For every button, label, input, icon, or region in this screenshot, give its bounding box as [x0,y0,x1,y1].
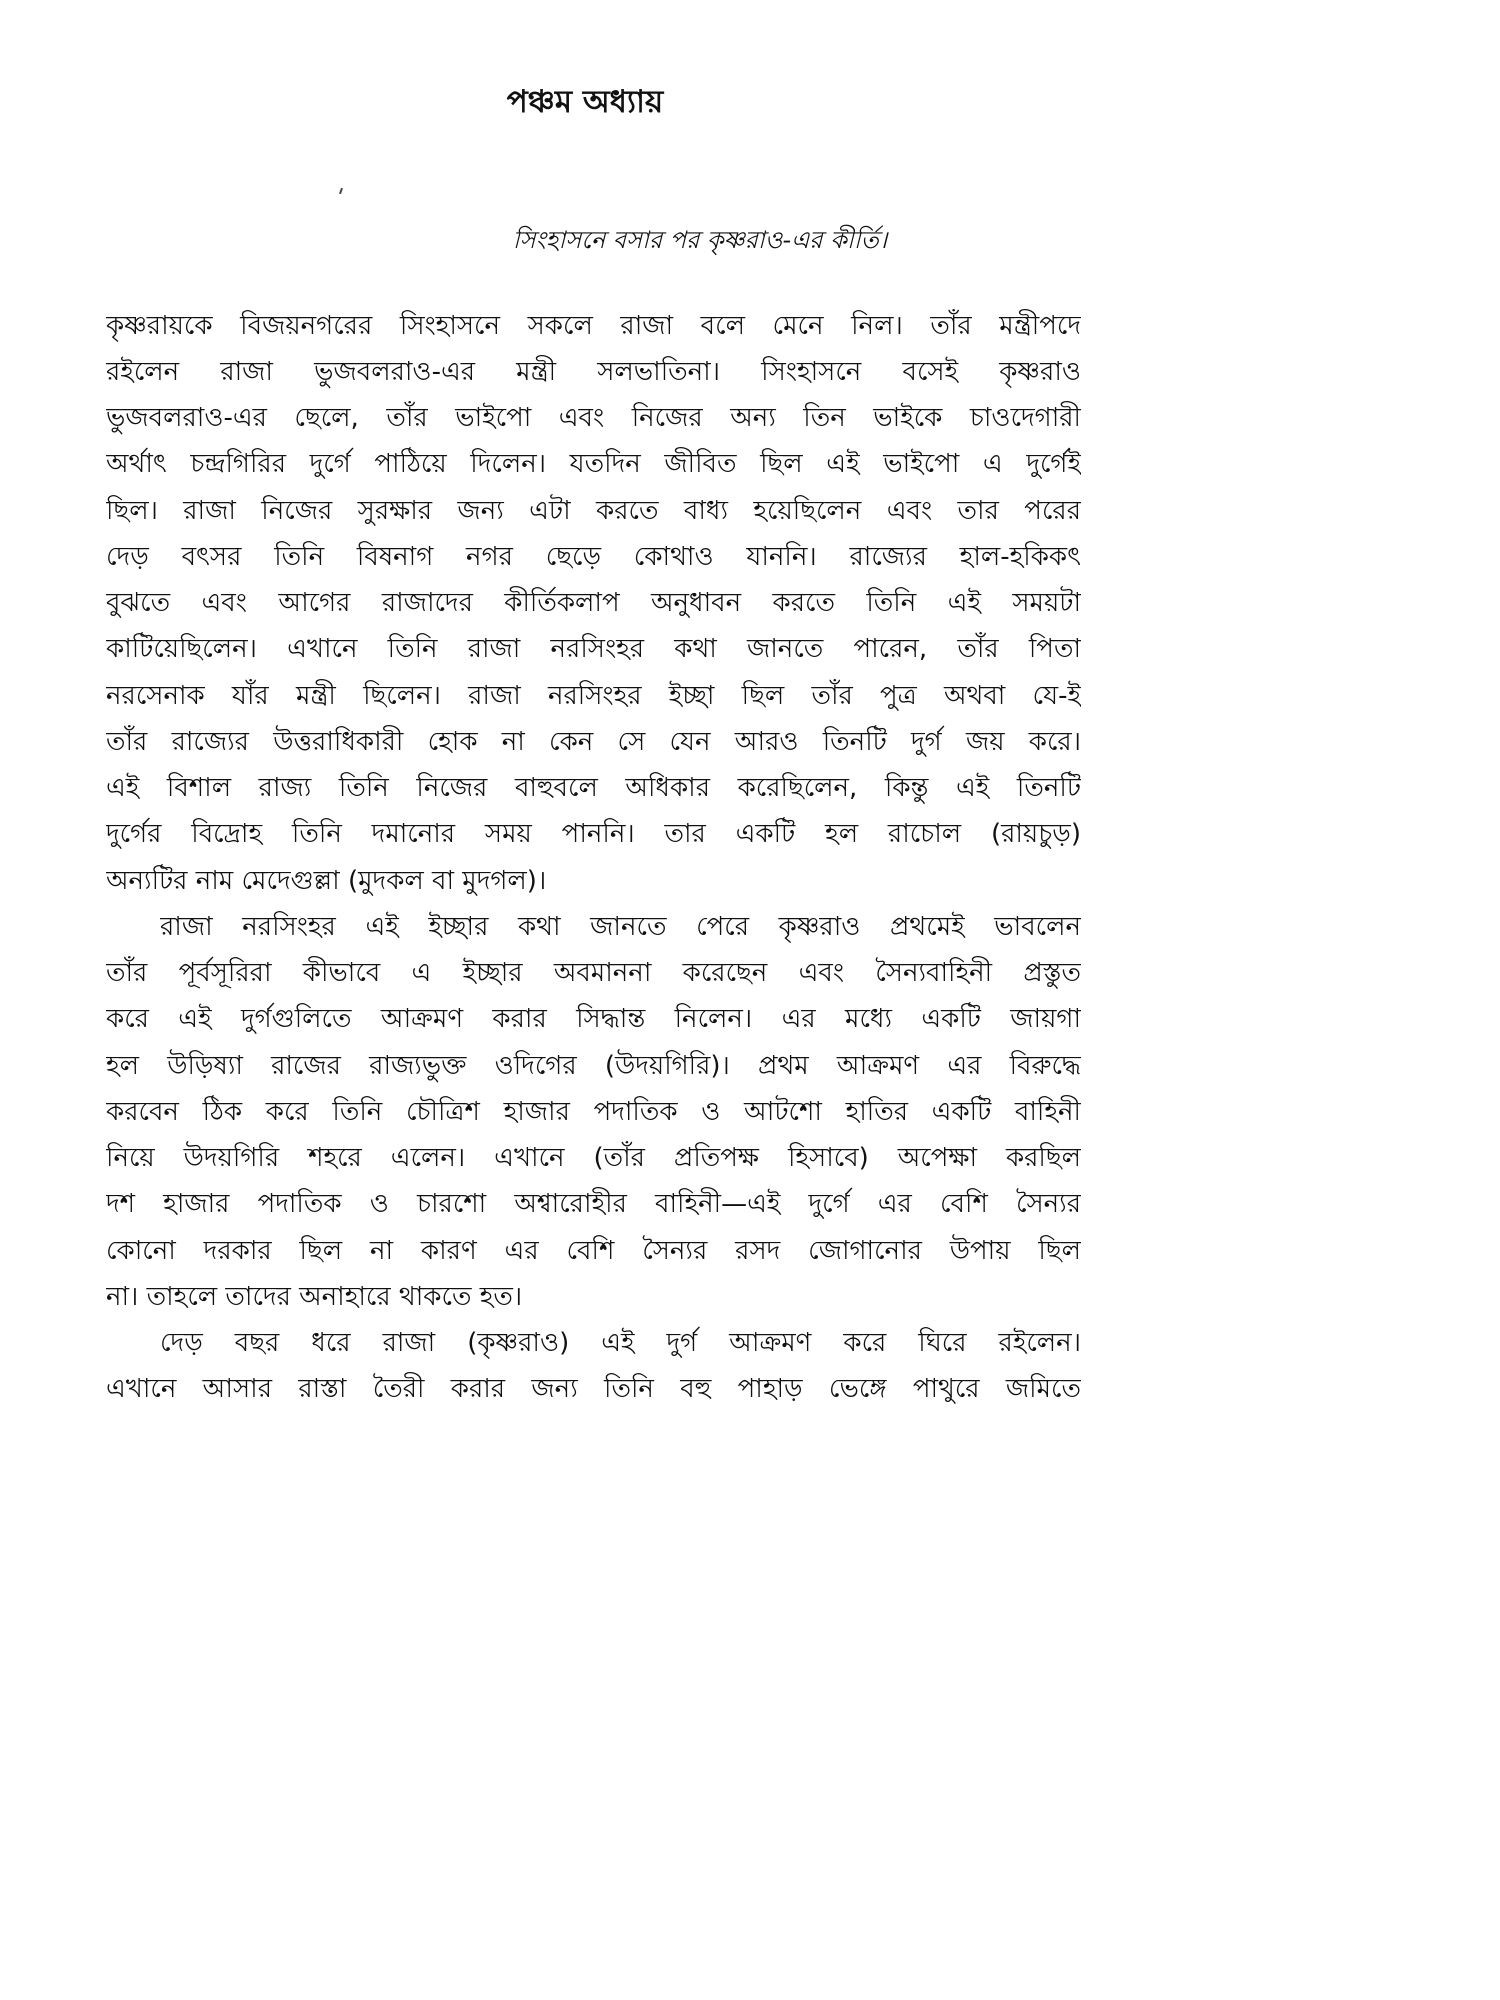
body-line: এই বিশাল রাজ্য তিনি নিজের বাহুবলে অধিকার করেছিলেন, কিন্তু এই তিনটি [106,773,1081,803]
body-line: এখানে আসার রাস্তা তৈরী করার জন্য তিনি বহু পাহাড় ভেঙ্গে পাথুরে জমিতে [106,1374,1081,1404]
body-line: দশ হাজার পদাতিক ও চারশো অশ্বারোহীর বাহিনী—এই দুর্গে এর বেশি সৈন্যর [106,1189,1081,1219]
body-line: নিয়ে উদয়গিরি শহরে এলেন। এখানে (তাঁর প্রতিপক্ষ হিসাবে) অপেক্ষা করছিল [106,1143,1081,1173]
body-line-paragraph-start: দেড় বছর ধরে রাজা (কৃষ্ণরাও) এই দুর্গ আক্রমণ করে ঘিরে রইলেন। [160,1328,1081,1358]
body-line: কৃষ্ণরায়কে বিজয়নগরের সিংহাসনে সকলে রাজা বলে মেনে নিল। তাঁর মন্ত্রীপদে [106,311,1081,341]
body-line: ভুজবলরাও-এর ছেলে, তাঁর ভাইপো এবং নিজের অন্য তিন ভাইকে চাওদেগারী [106,403,1081,433]
body-line: অর্থাৎ চন্দ্রগিরির দুর্গে পাঠিয়ে দিলেন। যতদিন জীবিত ছিল এই ভাইপো এ দুর্গেই [106,449,1081,479]
body-line: ছিল। রাজা নিজের সুরক্ষার জন্য এটা করতে বাধ্য হয়েছিলেন এবং তার পরের [106,496,1081,526]
body-line: দুর্গের বিদ্রোহ তিনি দমানোর সময় পাননি। তার একটি হল রাচোল (রায়চুড়) [106,819,1081,849]
body-line: করবেন ঠিক করে তিনি চৌত্রিশ হাজার পদাতিক ও আটশো হাতির একটি বাহিনী [106,1097,1081,1127]
body-line: হল উড়িষ্যা রাজের রাজ্যভুক্ত ওদিগের (উদয়গিরি)। প্রথম আক্রমণ এর বিরুদ্ধে [106,1051,1081,1081]
body-line: রইলেন রাজা ভুজবলরাও-এর মন্ত্রী সলভাতিনা। সিংহাসনে বসেই কৃষ্ণরাও [106,357,1081,387]
body-line: বুঝতে এবং আগের রাজাদের কীর্তিকলাপ অনুধাবন করতে তিনি এই সময়টা [106,588,1081,618]
body-line: তাঁর পূর্বসূরিরা কীভাবে এ ইচ্ছার অবমাননা করেছেন এবং সৈন্যবাহিনী প্রস্তুত [106,958,1081,988]
chapter-title: পঞ্চম অধ্যায় [506,84,664,120]
scan-speck [339,188,343,194]
body-line: করে এই দুর্গগুলিতে আক্রমণ করার সিদ্ধান্ত নিলেন। এর মধ্যে একটি জায়গা [106,1004,1081,1034]
body-line: কোনো দরকার ছিল না কারণ এর বেশি সৈন্যর রসদ জোগানোর উপায় ছিল [106,1236,1081,1266]
body-line: তাঁর রাজ্যের উত্তরাধিকারী হোক না কেন সে যেন আরও তিনটি দুর্গ জয় করে। [106,727,1081,757]
body-line-paragraph-end: না। তাহলে তাদের অনাহারে থাকতে হত। [106,1282,523,1312]
section-subtitle: সিংহাসনে বসার পর কৃষ্ণরাও-এর কীর্তি। [512,226,888,254]
body-line: দেড় বৎসর তিনি বিষনাগ নগর ছেড়ে কোথাও যাননি। রাজ্যের হাল-হকিকৎ [106,542,1081,572]
body-line-paragraph-end: অন্যটির নাম মেদেগুল্লা (মুদকল বা মুদগল)। [106,866,547,896]
body-line: নরসেনাক যাঁর মন্ত্রী ছিলেন। রাজা নরসিংহর ইচ্ছা ছিল তাঁর পুত্র অথবা যে-ই [106,681,1081,711]
body-line: কাটিয়েছিলেন। এখানে তিনি রাজা নরসিংহর কথা জানতে পারেন, তাঁর পিতা [106,634,1081,664]
body-line-paragraph-start: রাজা নরসিংহর এই ইচ্ছার কথা জানতে পেরে কৃষ্ণরাও প্রথমেই ভাবলেন [160,912,1081,942]
